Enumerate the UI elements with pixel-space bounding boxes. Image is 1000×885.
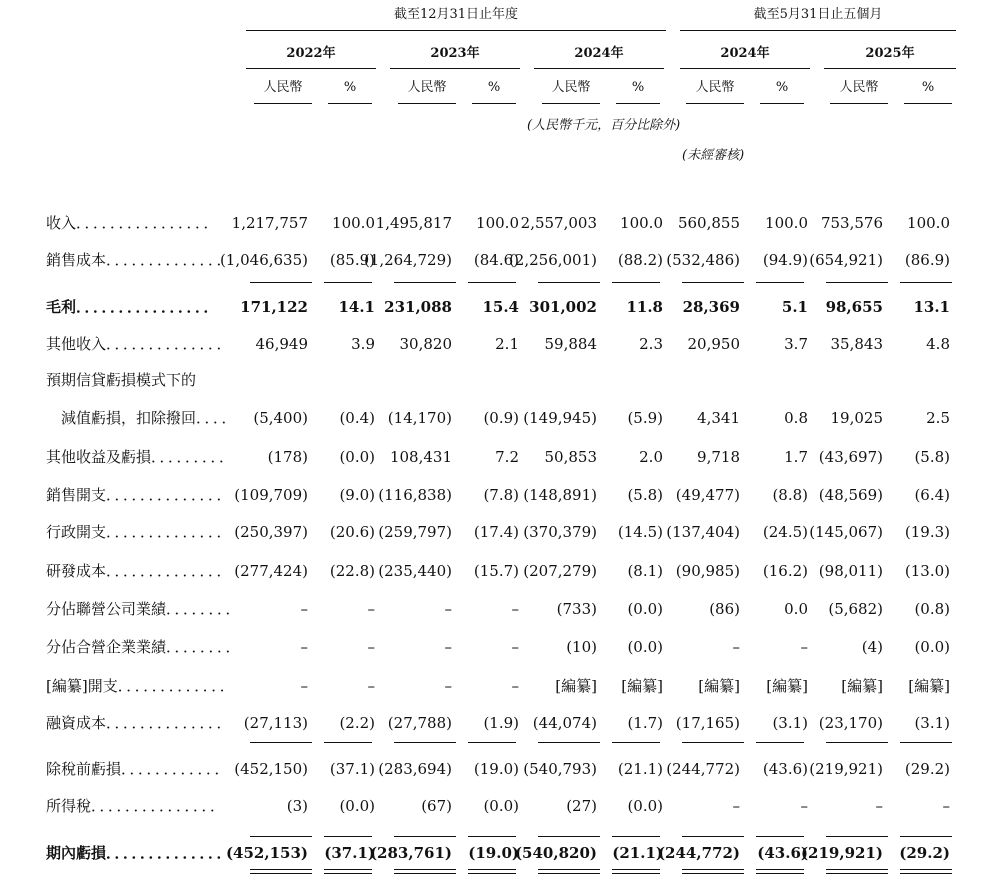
amount-cell: (178) [267, 448, 308, 466]
amount-cell: (207,279) [523, 562, 597, 580]
percent-header: % [921, 80, 935, 95]
total-rule [612, 282, 660, 283]
amount-cell: (452,150) [234, 760, 308, 778]
subheader-rule [904, 103, 952, 104]
percent-cell: (2.2) [339, 714, 375, 732]
amount-cell: (27,788) [387, 714, 452, 732]
leader-dots: ．．．．．．．．．．．．．．． [91, 797, 227, 815]
total-rule [250, 873, 312, 874]
amount-cell: 560,855 [677, 214, 740, 232]
percent-cell: [編纂] [621, 677, 663, 695]
total-rule [394, 873, 456, 874]
amount-cell: (86) [709, 600, 740, 618]
total-rule [324, 873, 372, 874]
percent-cell: (0.4) [339, 409, 375, 427]
total-rule [250, 742, 312, 743]
percent-cell: 15.4 [482, 298, 519, 316]
percent-cell: (0.9) [483, 409, 519, 427]
total-rule [468, 282, 516, 283]
leader-dots: ．．．．．．．．．．．．．． [106, 523, 233, 541]
year-header: 2024年 [720, 46, 770, 61]
percent-cell: (5.8) [627, 486, 663, 504]
percent-cell: (8.1) [627, 562, 663, 580]
leader-dots: ．．．．．．．．．．．．．． [106, 714, 233, 732]
percent-cell: 14.1 [338, 298, 375, 316]
total-rule [250, 282, 312, 283]
total-rule [826, 836, 888, 837]
currency-header: 人民幣 [839, 80, 879, 95]
amount-cell: 4,341 [697, 409, 740, 427]
percent-cell: 100.0 [332, 214, 375, 232]
amount-cell: – [444, 677, 452, 695]
currency-header: 人民幣 [695, 80, 735, 95]
percent-cell: – [800, 638, 808, 656]
amount-cell: (43,697) [818, 448, 883, 466]
amount-cell: – [444, 638, 452, 656]
percent-cell: (0.0) [339, 448, 375, 466]
amount-cell: (532,486) [666, 251, 740, 269]
percent-cell: (19.3) [904, 523, 950, 541]
amount-cell: 20,950 [687, 335, 740, 353]
percent-header: % [343, 80, 357, 95]
percent-cell: (43.6) [762, 760, 808, 778]
percent-cell: 11.8 [626, 298, 663, 316]
leader-dots: ．．．．．．．．．．．．．．．． [76, 214, 220, 232]
percent-cell: 1.7 [784, 448, 808, 466]
percent-cell: (1.9) [483, 714, 519, 732]
year-rule [824, 68, 956, 69]
percent-cell: (0.0) [339, 797, 375, 815]
row-label-text: 毛利 [46, 298, 77, 316]
percent-cell: (21.1) [612, 844, 663, 862]
percent-cell: (13.0) [904, 562, 950, 580]
currency-header: 人民幣 [407, 80, 447, 95]
row-label-text: 減值虧損，扣除撥回 [46, 409, 197, 427]
unit-note: (人民幣千元，百分比除外) [527, 118, 681, 133]
leader-dots: ．．．．．．．．．．．． [121, 760, 231, 778]
total-rule [250, 836, 312, 837]
amount-cell: (14,170) [387, 409, 452, 427]
percent-cell: 4.8 [926, 335, 950, 353]
subheader-rule [686, 103, 744, 104]
year-header: 2024年 [574, 46, 624, 61]
amount-cell: (283,761) [369, 844, 452, 862]
amount-cell: (540,820) [514, 844, 597, 862]
subheader-rule [616, 103, 660, 104]
percent-cell: (86.9) [904, 251, 950, 269]
percent-cell: (5.8) [914, 448, 950, 466]
total-rule [612, 742, 660, 743]
total-rule [900, 742, 952, 743]
amount-cell: [編纂] [698, 677, 740, 695]
row-label-text: 融資成本 [46, 714, 107, 732]
amount-cell: (250,397) [234, 523, 308, 541]
amount-cell: (98,011) [818, 562, 883, 580]
leader-dots: ．．．．．．．．．．．．．． [106, 486, 233, 504]
amount-cell: 1,495,817 [375, 214, 452, 232]
year-header: 2023年 [430, 46, 480, 61]
percent-cell: (37.1) [329, 760, 375, 778]
percent-cell: (29.2) [904, 760, 950, 778]
total-rule [682, 869, 744, 870]
amount-cell: 301,002 [529, 298, 597, 316]
percent-cell: 100.0 [620, 214, 663, 232]
percent-cell: (0.0) [483, 797, 519, 815]
percent-cell: (0.8) [914, 600, 950, 618]
percent-cell: (43.6) [757, 844, 808, 862]
row-label-text: 研發成本 [46, 562, 107, 580]
leader-dots: ．．．．．．．．． [151, 448, 236, 466]
amount-cell: (1,046,635) [219, 251, 308, 269]
percent-cell: (84.6) [473, 251, 519, 269]
percent-cell: (21.1) [617, 760, 663, 778]
percent-cell: (0.0) [627, 797, 663, 815]
total-rule [826, 869, 888, 870]
amount-cell: (235,440) [378, 562, 452, 580]
total-rule [394, 282, 456, 283]
amount-cell: (1,264,729) [363, 251, 452, 269]
leader-dots: ．．．．．．．．．．．．． [117, 677, 236, 695]
row-label-text: 除稅前虧損 [46, 760, 122, 778]
amount-cell: – [875, 797, 883, 815]
percent-cell: (85.9) [329, 251, 375, 269]
total-rule [468, 742, 516, 743]
amount-cell: (277,424) [234, 562, 308, 580]
total-rule [612, 873, 660, 874]
total-rule [324, 836, 372, 837]
percent-cell: 2.1 [495, 335, 519, 353]
amount-cell: (452,153) [225, 844, 308, 862]
amount-cell: 2,557,003 [520, 214, 597, 232]
percent-cell: 0.8 [784, 409, 808, 427]
percent-cell: 100.0 [907, 214, 950, 232]
total-rule [324, 282, 372, 283]
total-rule [612, 836, 660, 837]
row-label-text: 其他收益及虧損 [46, 448, 152, 466]
subheader-rule [398, 103, 456, 104]
amount-cell: (654,921) [809, 251, 883, 269]
percent-cell: (15.7) [473, 562, 519, 580]
percent-cell: – [800, 797, 808, 815]
amount-cell: – [732, 797, 740, 815]
amount-cell: (540,793) [523, 760, 597, 778]
row-label-text: 分佔聯營公司業績 [46, 600, 167, 618]
amount-cell: 28,369 [682, 298, 740, 316]
percent-cell: (0.0) [914, 638, 950, 656]
row-label-text: 所得稅 [46, 797, 92, 815]
percent-cell: (94.9) [762, 251, 808, 269]
row-label-text: 其他收入 [46, 335, 107, 353]
percent-cell: (88.2) [617, 251, 663, 269]
amount-cell: (116,838) [378, 486, 452, 504]
percent-header: % [487, 80, 501, 95]
percent-cell: 3.9 [351, 335, 375, 353]
percent-cell: (0.0) [627, 600, 663, 618]
percent-header: % [631, 80, 645, 95]
percent-cell: (5.9) [627, 409, 663, 427]
total-rule [538, 869, 600, 870]
year-rule [680, 68, 810, 69]
leader-dots: ．．．．．．．．．．．．．． [106, 562, 233, 580]
amount-cell: 98,655 [825, 298, 883, 316]
amount-cell: 753,576 [820, 214, 883, 232]
percent-cell: (1.7) [627, 714, 663, 732]
amount-cell: – [300, 677, 308, 695]
amount-cell: (48,569) [818, 486, 883, 504]
amount-cell: (5,400) [253, 409, 308, 427]
total-rule [756, 873, 804, 874]
amount-cell: (148,891) [523, 486, 597, 504]
amount-cell: (49,477) [675, 486, 740, 504]
amount-cell: (23,170) [818, 714, 883, 732]
leader-dots: ．．．．．．．．．．．．．．．． [76, 298, 220, 316]
amount-cell: 50,853 [544, 448, 597, 466]
percent-cell: (22.8) [329, 562, 375, 580]
subheader-rule [472, 103, 516, 104]
total-rule [324, 742, 372, 743]
subheader-rule [328, 103, 372, 104]
amount-cell: 1,217,757 [231, 214, 308, 232]
percent-cell: (16.2) [762, 562, 808, 580]
amount-cell: (10) [566, 638, 597, 656]
year-rule [246, 68, 376, 69]
total-rule [682, 873, 744, 874]
percent-cell: 100.0 [765, 214, 808, 232]
percent-cell: (6.4) [914, 486, 950, 504]
amount-cell: (219,921) [809, 760, 883, 778]
amount-cell: (733) [556, 600, 597, 618]
percent-cell: 5.1 [781, 298, 808, 316]
percent-cell: 2.3 [639, 335, 663, 353]
leader-dots: ．．．．．．．．．．．．．． [106, 251, 233, 269]
percent-cell: – [367, 638, 375, 656]
amount-cell: (145,067) [809, 523, 883, 541]
row-label-text: 銷售開支 [46, 486, 107, 504]
amount-cell: 30,820 [399, 335, 452, 353]
total-rule [538, 836, 600, 837]
percent-cell: (3.1) [914, 714, 950, 732]
unaudited-note: (未經審核) [682, 148, 745, 163]
amount-cell: (2,256,001) [508, 251, 597, 269]
total-rule [468, 873, 516, 874]
total-rule [826, 742, 888, 743]
percent-cell: – [942, 797, 950, 815]
amount-cell: (109,709) [234, 486, 308, 504]
row-label-text: 收入 [46, 214, 77, 232]
total-rule [900, 873, 952, 874]
header-rule [680, 30, 956, 31]
total-rule [756, 836, 804, 837]
leader-dots: ．．．．．．．．．．．．．． [106, 335, 233, 353]
amount-cell: [編纂] [555, 677, 597, 695]
percent-cell: 7.2 [495, 448, 519, 466]
percent-cell: – [511, 638, 519, 656]
total-rule [900, 869, 952, 870]
amount-cell: (370,379) [523, 523, 597, 541]
total-rule [324, 869, 372, 870]
total-rule [250, 869, 312, 870]
row-label-text: 銷售成本 [46, 251, 107, 269]
percent-cell: (0.0) [627, 638, 663, 656]
total-rule [468, 869, 516, 870]
leader-dots: ．．．．．．．． [166, 638, 242, 656]
percent-cell: 3.7 [784, 335, 808, 353]
amount-cell: 59,884 [544, 335, 597, 353]
amount-cell: – [300, 600, 308, 618]
percent-cell: (20.6) [329, 523, 375, 541]
percent-cell: – [511, 677, 519, 695]
total-rule [682, 282, 744, 283]
year-header: 2022年 [286, 46, 336, 61]
total-rule [538, 282, 600, 283]
total-rule [756, 869, 804, 870]
subheader-rule [830, 103, 888, 104]
amount-cell: (137,404) [666, 523, 740, 541]
percent-cell: [編纂] [908, 677, 950, 695]
currency-header: 人民幣 [551, 80, 591, 95]
amount-cell: 231,088 [384, 298, 452, 316]
total-rule [394, 836, 456, 837]
percent-cell: 13.1 [913, 298, 950, 316]
percent-cell: (19.0) [473, 760, 519, 778]
percent-cell: 100.0 [476, 214, 519, 232]
amount-cell: (5,682) [828, 600, 883, 618]
amount-cell: (44,074) [532, 714, 597, 732]
leader-dots: ．．．．．．．．．．．．．． [106, 844, 233, 862]
amount-cell: – [732, 638, 740, 656]
percent-cell: (17.4) [473, 523, 519, 541]
total-rule [612, 869, 660, 870]
percent-cell: [編纂] [766, 677, 808, 695]
amount-cell: 171,122 [240, 298, 308, 316]
year-rule [390, 68, 520, 69]
amount-cell: 108,431 [389, 448, 452, 466]
total-rule [826, 873, 888, 874]
row-label-text: 行政開支 [46, 523, 107, 541]
header-five-month-group: 截至5月31日止五個月 [753, 7, 883, 22]
row-label-text: [編纂]開支 [46, 677, 118, 695]
amount-cell: 35,843 [830, 335, 883, 353]
row-label [46, 371, 226, 389]
header-fiscal-year-group: 截至12月31日止年度 [393, 7, 519, 22]
row-label-text: 預期信貸虧損模式下的 [46, 371, 197, 389]
amount-cell: (3) [286, 797, 308, 815]
year-header: 2025年 [865, 46, 915, 61]
amount-cell: 46,949 [255, 335, 308, 353]
subheader-rule [542, 103, 600, 104]
percent-cell: (29.2) [899, 844, 950, 862]
total-rule [538, 742, 600, 743]
year-rule [534, 68, 664, 69]
amount-cell: (283,694) [378, 760, 452, 778]
total-rule [756, 282, 804, 283]
amount-cell: (90,985) [675, 562, 740, 580]
total-rule [394, 869, 456, 870]
percent-cell: (19.0) [468, 844, 519, 862]
amount-cell: (27) [566, 797, 597, 815]
amount-cell: (27,113) [243, 714, 308, 732]
total-rule [756, 742, 804, 743]
row-label-text: 分佔合營企業業績 [46, 638, 167, 656]
amount-cell: (4) [861, 638, 883, 656]
amount-cell: [編纂] [841, 677, 883, 695]
total-rule [682, 836, 744, 837]
amount-cell: – [444, 600, 452, 618]
total-rule [682, 742, 744, 743]
subheader-rule [254, 103, 312, 104]
percent-cell: 2.5 [926, 409, 950, 427]
percent-cell: (8.8) [772, 486, 808, 504]
total-rule [394, 742, 456, 743]
amount-cell: (259,797) [378, 523, 452, 541]
percent-cell: – [367, 600, 375, 618]
percent-cell: (3.1) [772, 714, 808, 732]
amount-cell: (219,921) [800, 844, 883, 862]
row-label-text: 期內虧損 [46, 844, 107, 862]
currency-header: 人民幣 [263, 80, 303, 95]
amount-cell: (244,772) [657, 844, 740, 862]
leader-dots: ．．．．．．．． [166, 600, 242, 618]
percent-cell: (9.0) [339, 486, 375, 504]
percent-cell: – [511, 600, 519, 618]
total-rule [900, 282, 952, 283]
amount-cell: 9,718 [697, 448, 740, 466]
percent-cell: – [367, 677, 375, 695]
amount-cell: – [300, 638, 308, 656]
header-rule [246, 30, 666, 31]
amount-cell: (67) [421, 797, 452, 815]
total-rule [538, 873, 600, 874]
percent-cell: 0.0 [784, 600, 808, 618]
leader-dots: ．．．． [196, 409, 238, 427]
amount-cell: (149,945) [523, 409, 597, 427]
amount-cell: (244,772) [666, 760, 740, 778]
percent-cell: (24.5) [762, 523, 808, 541]
percent-cell: (37.1) [324, 844, 375, 862]
percent-header: % [775, 80, 789, 95]
total-rule [900, 836, 952, 837]
amount-cell: (17,165) [675, 714, 740, 732]
percent-cell: 2.0 [639, 448, 663, 466]
amount-cell: 19,025 [830, 409, 883, 427]
percent-cell: (14.5) [617, 523, 663, 541]
subheader-rule [760, 103, 804, 104]
total-rule [826, 282, 888, 283]
percent-cell: (7.8) [483, 486, 519, 504]
total-rule [468, 836, 516, 837]
